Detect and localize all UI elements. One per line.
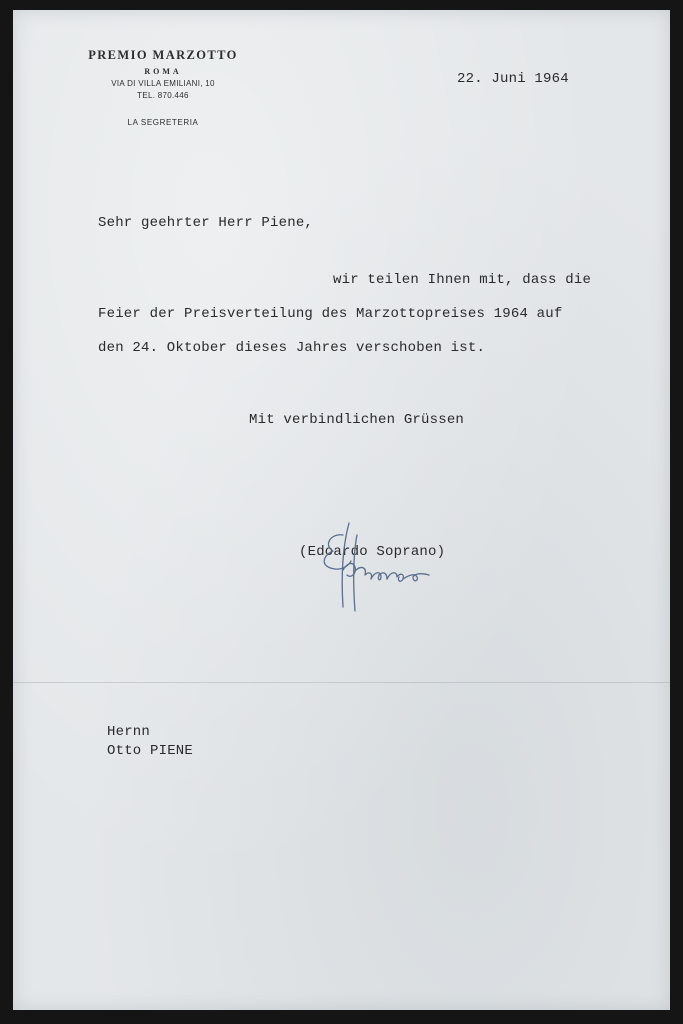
recipient-label: Hernn <box>107 724 151 740</box>
paper-fold-line <box>13 682 670 683</box>
letter-closing: Mit verbindlichen Grüssen <box>249 412 465 428</box>
letterhead-organization: PREMIO MARZOTTO <box>88 48 238 62</box>
typed-signatory-name: (Edoardo Soprano) <box>299 544 446 560</box>
letterhead-phone: TEL. 870.446 <box>137 91 189 100</box>
letterhead-address: VIA DI VILLA EMILIANI, 10 <box>111 79 215 88</box>
letter-salutation: Sehr geehrter Herr Piene, <box>98 215 314 231</box>
letterhead <box>63 48 263 127</box>
letter-body-line-1: wir teilen Ihnen mit, dass die <box>333 272 592 288</box>
handwritten-signature <box>313 515 433 615</box>
letterhead-department: LA SEGRETERIA <box>127 118 199 127</box>
letterhead-city: ROMA <box>144 67 182 76</box>
letter-body-line-3: den 24. Oktober dieses Jahres verschoben ist. <box>98 340 486 356</box>
letter-body-line-2: Feier der Preisverteilung des Marzottopreises 1964 auf <box>98 306 563 322</box>
letter-page <box>13 10 670 1010</box>
recipient-name: Otto PIENE <box>107 743 194 759</box>
letter-date: 22. Juni 1964 <box>457 71 569 87</box>
